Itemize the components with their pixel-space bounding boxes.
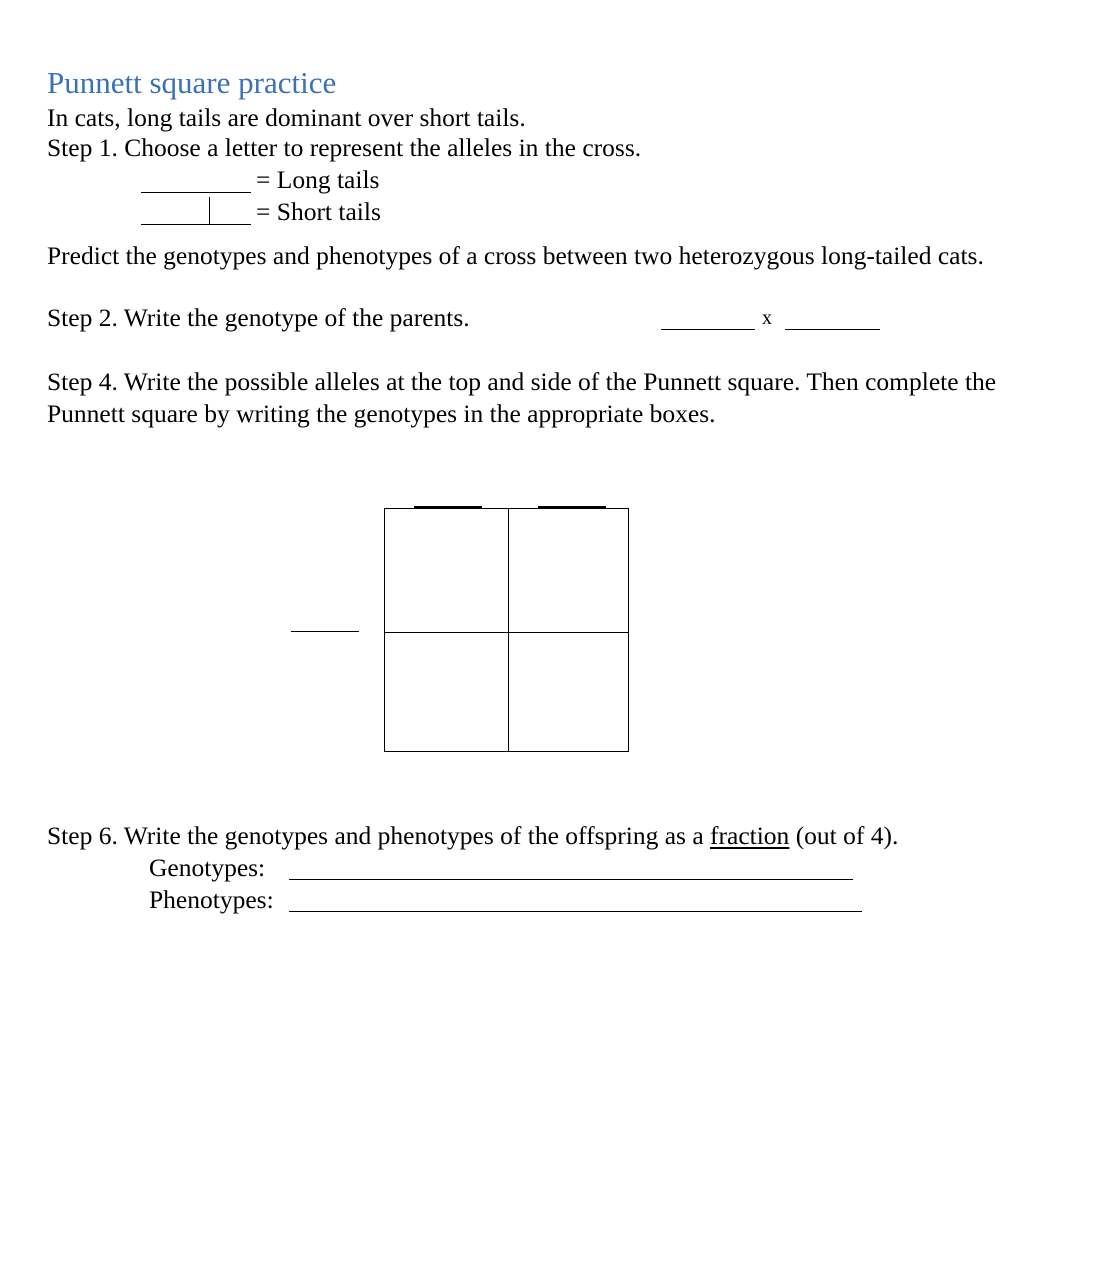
step6-prefix: Step 6. Write the genotypes and phenotypes of the offspring as a: [47, 821, 704, 850]
intro-text: In cats, long tails are dominant over short tails.: [47, 103, 526, 132]
genotypes-label: Genotypes:: [149, 853, 266, 882]
cross-symbol: x: [762, 307, 772, 329]
step1-instruction: Step 1. Choose a letter to represent the alleles in the cross.: [47, 133, 642, 162]
long-tails-label: = Long tails: [256, 165, 380, 194]
side-allele-blank[interactable]: [291, 631, 359, 632]
step6-suffix: (out of 4).: [795, 821, 899, 850]
page-title: Punnett square practice: [47, 65, 337, 100]
punnett-cell-top-left[interactable]: [385, 509, 506, 630]
phenotypes-answer-blank[interactable]: [289, 911, 862, 912]
parent2-genotype-blank[interactable]: [785, 329, 880, 330]
text-cursor: [209, 197, 210, 224]
step4-instruction-line2: Punnett square by writing the genotypes in the appropriate boxes.: [47, 399, 716, 428]
punnett-cell-bottom-left[interactable]: [385, 633, 506, 754]
punnett-square: [384, 508, 629, 752]
step6-fraction-word: fraction: [710, 821, 790, 850]
punnett-cell-bottom-right[interactable]: [509, 633, 630, 754]
dominant-allele-blank[interactable]: [141, 192, 251, 193]
step6-instruction: [47, 820, 898, 851]
predict-question: Predict the genotypes and phenotypes of a cross between two heterozygous long-tailed cats.: [47, 241, 984, 270]
step2-instruction: Step 2. Write the genotype of the parents.: [47, 303, 470, 332]
phenotypes-label: Phenotypes:: [149, 885, 274, 914]
genotypes-answer-blank[interactable]: [289, 879, 853, 880]
recessive-allele-blank[interactable]: [141, 224, 251, 225]
step4-instruction-line1: Step 4. Write the possible alleles at the top and side of the Punnett square. Then complete the: [47, 367, 997, 396]
short-tails-label: = Short tails: [256, 197, 381, 226]
punnett-cell-top-right[interactable]: [509, 509, 630, 630]
parent1-genotype-blank[interactable]: [661, 329, 755, 330]
